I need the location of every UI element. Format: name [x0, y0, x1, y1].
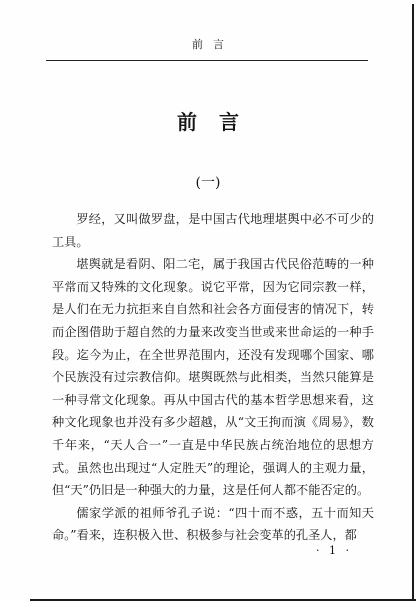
section-number: (一)	[195, 175, 221, 191]
body-text	[52, 208, 374, 547]
header-rule	[46, 60, 368, 61]
page-title: 前言	[177, 110, 261, 134]
page-edge-bottom	[30, 599, 416, 601]
page-edge-right	[412, 4, 414, 600]
page-number: · 1 ·	[316, 544, 352, 557]
paragraph: 堪舆就是看阴、阳二宅，属于我国古代民俗范畴的一种平常而又特殊的文化现象。说它平常，因为它同宗教一样，是人们在无力抗拒来自自然和社会各方面侵害的情况下，转而企图借助于超自然的力量来改变当世或来世命运的一种手段。迄今为止，在全世界范围内，还没有发现哪个国家、哪个民族没有过宗教信仰。堪舆既然与此相类，当然只能算是一种寻常文化现象。再从中国古代的基本哲学思想来看，这种文化现象也并没有多少超越，从“文王拘而演《周易》，数千年来，“天人合一”一直是中华民族占统治地位的思想方式。虽然也出现过“人定胜天”的理论，强调人的主观力量，但“天”仍旧是一种强大的力量，这是任何人都不能否定的。	[52, 257, 374, 498]
running-head: 前言	[192, 38, 234, 51]
paragraph: 罗经，又叫做罗盘，是中国古代地理堪舆中必不可少的工具。	[52, 212, 374, 249]
paragraph: 儒家学派的祖师爷孔子说：“四十而不惑，五十而知天命。”看来，连积极入世、积极参与社会变革的孔圣人，都	[52, 505, 374, 543]
